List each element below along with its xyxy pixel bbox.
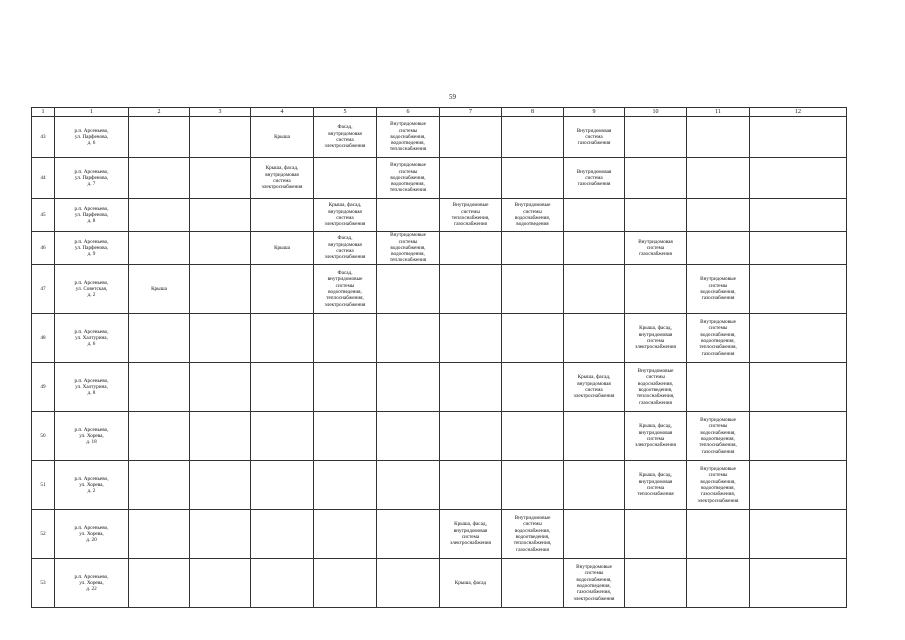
table-row <box>32 314 847 363</box>
address-cell <box>55 158 129 199</box>
cell-text: Внутридомовые системы водоснабжения, водоотведения, теплоснабжения, газоснабжения <box>513 515 552 553</box>
work-cell <box>377 265 440 314</box>
work-cell <box>129 412 190 461</box>
row-number-cell <box>32 461 55 510</box>
work-cell <box>750 265 847 314</box>
row-number-cell <box>32 559 55 608</box>
work-cell <box>377 412 440 461</box>
work-cell <box>750 158 847 199</box>
work-cell <box>377 461 440 510</box>
work-cell <box>687 199 750 232</box>
column-header: 6 <box>377 108 440 117</box>
row-number-cell <box>32 265 55 314</box>
work-cell <box>190 461 251 510</box>
work-cell <box>750 199 847 232</box>
work-cell <box>251 314 314 363</box>
column-header: 4 <box>251 108 314 117</box>
work-cell <box>251 265 314 314</box>
work-cell <box>625 199 687 232</box>
cell-text: Крыша, фасад, внутридомовая система электроснабжения <box>324 202 366 228</box>
table-row <box>32 510 847 559</box>
cell-text: Фасад, внутридомовая система электроснабжения <box>324 235 366 261</box>
work-cell <box>687 265 750 314</box>
cell-text: 47 <box>40 285 46 292</box>
work-cell <box>314 199 377 232</box>
cell-text: р.п. Арсеньево, ул. Халтурина, д. 6 <box>74 328 109 348</box>
work-cell <box>190 199 251 232</box>
address-cell <box>55 412 129 461</box>
work-cell <box>687 559 750 608</box>
cell-text: 49 <box>40 383 46 390</box>
work-cell <box>129 199 190 232</box>
cell-text: р.п. Арсеньево, ул. Парфенова, д. 8 <box>74 205 109 225</box>
work-cell <box>190 363 251 412</box>
row-number-cell <box>32 510 55 559</box>
cell-text: Внутридомовые системы водоснабжения, водоотведения <box>514 202 551 228</box>
table-row <box>32 117 847 158</box>
cell-text: 53 <box>40 579 46 586</box>
work-cell <box>750 363 847 412</box>
row-number-cell <box>32 232 55 265</box>
work-cell <box>440 363 502 412</box>
column-header: 11 <box>687 108 750 117</box>
work-cell <box>687 117 750 158</box>
address-cell <box>55 314 129 363</box>
work-cell <box>625 265 687 314</box>
work-cell <box>129 314 190 363</box>
cell-text: Внутридомовые системы водоснабжения, водоотведения, газоснабжения, электроснабжения <box>697 466 739 504</box>
cell-text: Внутридомовые системы водоснабжения, водоотведения, теплоснабжения <box>389 162 427 194</box>
table-row <box>32 199 847 232</box>
cell-text: 46 <box>40 244 46 251</box>
address-cell <box>55 363 129 412</box>
work-cell <box>314 265 377 314</box>
work-cell <box>440 199 502 232</box>
cell-text: Крыша, фасад, внутридомовая система электроснабжения <box>261 165 303 191</box>
table-row <box>32 559 847 608</box>
work-cell <box>314 158 377 199</box>
row-number-cell <box>32 199 55 232</box>
work-cell <box>440 117 502 158</box>
work-cell <box>129 265 190 314</box>
work-cell <box>625 117 687 158</box>
row-number-cell <box>32 363 55 412</box>
cell-text: 43 <box>40 133 46 140</box>
work-cell <box>502 158 564 199</box>
column-header: 8 <box>502 108 564 117</box>
work-cell <box>314 461 377 510</box>
work-cell <box>190 158 251 199</box>
work-cell <box>129 363 190 412</box>
work-cell <box>564 314 625 363</box>
column-header: 9 <box>564 108 625 117</box>
work-cell <box>251 199 314 232</box>
work-cell <box>314 363 377 412</box>
work-cell <box>502 232 564 265</box>
cell-text: Крыша, фасад, внутридомовая система электроснабжения <box>573 374 615 400</box>
work-cell <box>687 461 750 510</box>
work-cell <box>190 559 251 608</box>
work-cell <box>377 232 440 265</box>
work-cell <box>440 461 502 510</box>
cell-text: Крыша, фасад <box>454 579 487 586</box>
work-cell <box>190 314 251 363</box>
cell-text: Крыша, фасад, внутридомовая система электроснабжения <box>635 423 676 449</box>
column-header: 10 <box>625 108 687 117</box>
cell-text: Внутридомовые системы водоснабжения, водоотведения, теплоснабжения <box>389 121 427 153</box>
work-cell <box>377 314 440 363</box>
work-cell <box>750 314 847 363</box>
work-cell <box>687 363 750 412</box>
work-cell <box>687 314 750 363</box>
cell-text: р.п. Арсеньево, ул. Хорева, д. 18 <box>74 426 109 446</box>
cell-text: 44 <box>40 174 46 181</box>
work-cell <box>625 314 687 363</box>
work-cell <box>314 412 377 461</box>
cell-text: Крыша <box>151 285 167 292</box>
column-header: 2 <box>129 108 190 117</box>
cell-text: р.п. Арсеньево, ул. Парфенова, д. 6 <box>74 127 109 147</box>
work-cell <box>564 199 625 232</box>
column-number-row <box>32 108 847 117</box>
column-header: 7 <box>440 108 502 117</box>
work-cell <box>502 199 564 232</box>
work-cell <box>564 559 625 608</box>
work-cell <box>251 559 314 608</box>
work-cell <box>251 510 314 559</box>
cell-text: 51 <box>40 481 46 488</box>
address-cell <box>55 559 129 608</box>
work-cell <box>625 232 687 265</box>
work-cell <box>314 232 377 265</box>
cell-text: Внутридомовая система газоснабжения <box>576 127 612 147</box>
work-cell <box>502 559 564 608</box>
table-body <box>32 117 847 608</box>
work-cell <box>440 559 502 608</box>
repair-schedule-table <box>31 107 847 608</box>
work-cell <box>129 117 190 158</box>
cell-text: Крыша, фасад, внутридомовая система теплоснабжения <box>637 472 674 498</box>
work-cell <box>440 510 502 559</box>
cell-text: р.п. Арсеньево, ул. Хорева, д. 20 <box>74 524 109 544</box>
row-number-cell <box>32 117 55 158</box>
work-cell <box>750 412 847 461</box>
work-cell <box>377 363 440 412</box>
column-header: 3 <box>190 108 251 117</box>
cell-text: р.п. Арсеньево, ул. Парфенова, д. 7 <box>74 168 109 188</box>
address-cell <box>55 232 129 265</box>
work-cell <box>314 559 377 608</box>
work-cell <box>377 199 440 232</box>
cell-text: 52 <box>40 530 46 537</box>
work-cell <box>625 559 687 608</box>
work-cell <box>750 232 847 265</box>
work-cell <box>502 412 564 461</box>
work-cell <box>625 412 687 461</box>
cell-text: Внутридомовые системы водоснабжения, водоотведения, теплоснабжения, газоснабжения <box>699 417 737 455</box>
column-header: 12 <box>750 108 847 117</box>
work-cell <box>502 265 564 314</box>
work-cell <box>502 510 564 559</box>
cell-text: р.п. Арсеньево, ул. Халтурина, д. 8 <box>74 377 109 397</box>
work-cell <box>625 461 687 510</box>
work-cell <box>687 412 750 461</box>
work-cell <box>750 461 847 510</box>
work-cell <box>190 117 251 158</box>
work-cell <box>314 510 377 559</box>
work-cell <box>251 363 314 412</box>
column-header: 1 <box>55 108 129 117</box>
table-row <box>32 232 847 265</box>
work-cell <box>440 412 502 461</box>
work-cell <box>377 510 440 559</box>
work-cell <box>190 510 251 559</box>
cell-text: 48 <box>40 334 46 341</box>
work-cell <box>129 158 190 199</box>
cell-text: р.п. Арсеньево, ул. Хорева, д. 2 <box>74 475 109 495</box>
work-cell <box>750 559 847 608</box>
cell-text: Крыша <box>274 133 290 140</box>
address-cell <box>55 199 129 232</box>
work-cell <box>564 461 625 510</box>
work-cell <box>251 158 314 199</box>
work-cell <box>440 232 502 265</box>
cell-text: Внутридомовые системы теплоснабжения, газоснабжения <box>451 202 490 228</box>
cell-text: Внутридомовые системы водоснабжения, водоотведения, теплоснабжения, газоснабжения <box>636 368 675 406</box>
work-cell <box>502 117 564 158</box>
cell-text: 50 <box>40 432 46 439</box>
cell-text: Внутридомовые системы водоснабжения, водоотведения, газоснабжения, электроснабжения <box>573 564 615 602</box>
cell-text: Внутридомовая система газоснабжения <box>576 168 612 188</box>
row-number-cell <box>32 412 55 461</box>
work-cell <box>440 265 502 314</box>
address-cell <box>55 117 129 158</box>
work-cell <box>750 510 847 559</box>
cell-text: Фасад, внутридомовые системы водоотведения, теплоснабжения, электроснабжения <box>324 270 366 308</box>
table-row <box>32 265 847 314</box>
cell-text: 45 <box>40 211 46 218</box>
work-cell <box>314 117 377 158</box>
cell-text: Крыша, фасад, внутридомовая система электроснабжения <box>635 325 676 351</box>
table-row <box>32 363 847 412</box>
work-cell <box>564 265 625 314</box>
table-row <box>32 158 847 199</box>
column-header: 1 <box>32 108 55 117</box>
work-cell <box>564 510 625 559</box>
work-cell <box>314 314 377 363</box>
work-cell <box>440 158 502 199</box>
work-cell <box>625 158 687 199</box>
cell-text: Фасад, внутридомовая система электроснабжения <box>324 124 366 150</box>
work-cell <box>377 158 440 199</box>
work-cell <box>564 412 625 461</box>
work-cell <box>190 412 251 461</box>
work-cell <box>687 158 750 199</box>
page-number: 59 <box>449 93 456 101</box>
work-cell <box>440 314 502 363</box>
work-cell <box>251 412 314 461</box>
work-cell <box>687 232 750 265</box>
work-cell <box>129 461 190 510</box>
work-cell <box>251 232 314 265</box>
cell-text: Внутридомовая система газоснабжения <box>638 238 673 258</box>
work-cell <box>564 232 625 265</box>
work-cell <box>129 232 190 265</box>
work-cell <box>564 363 625 412</box>
row-number-cell <box>32 314 55 363</box>
work-cell <box>377 117 440 158</box>
work-cell <box>625 510 687 559</box>
work-cell <box>564 158 625 199</box>
cell-text: Внутридомовые системы водоснабжения, водоотведения, теплоснабжения <box>389 232 427 264</box>
address-cell <box>55 461 129 510</box>
work-cell <box>750 117 847 158</box>
table-row <box>32 461 847 510</box>
cell-text: Внутридомовые системы водоснабжения, водоотведения, теплоснабжения, газоснабжения <box>699 319 737 357</box>
work-cell <box>687 510 750 559</box>
work-cell <box>502 461 564 510</box>
work-cell <box>190 232 251 265</box>
work-cell <box>251 117 314 158</box>
work-cell <box>377 559 440 608</box>
cell-text: р.п. Арсеньево, ул. Хорева, д. 22 <box>74 573 109 593</box>
cell-text: Крыша <box>274 244 290 251</box>
work-cell <box>502 314 564 363</box>
address-cell <box>55 265 129 314</box>
column-header: 5 <box>314 108 377 117</box>
row-number-cell <box>32 158 55 199</box>
work-cell <box>129 559 190 608</box>
cell-text: Внутридомовые системы водоснабжения, газоснабжения <box>700 276 736 302</box>
address-cell <box>55 510 129 559</box>
work-cell <box>564 117 625 158</box>
cell-text: Крыша, фасад, внутридомовая система электроснабжения <box>450 521 491 547</box>
work-cell <box>190 265 251 314</box>
cell-text: р.п. Арсеньево, ул. Советская, д. 2 <box>74 279 109 299</box>
table-row <box>32 412 847 461</box>
work-cell <box>625 363 687 412</box>
work-cell <box>502 363 564 412</box>
work-cell <box>251 461 314 510</box>
cell-text: р.п. Арсеньево, ул. Парфенова, д. 9 <box>74 238 109 258</box>
work-cell <box>129 510 190 559</box>
